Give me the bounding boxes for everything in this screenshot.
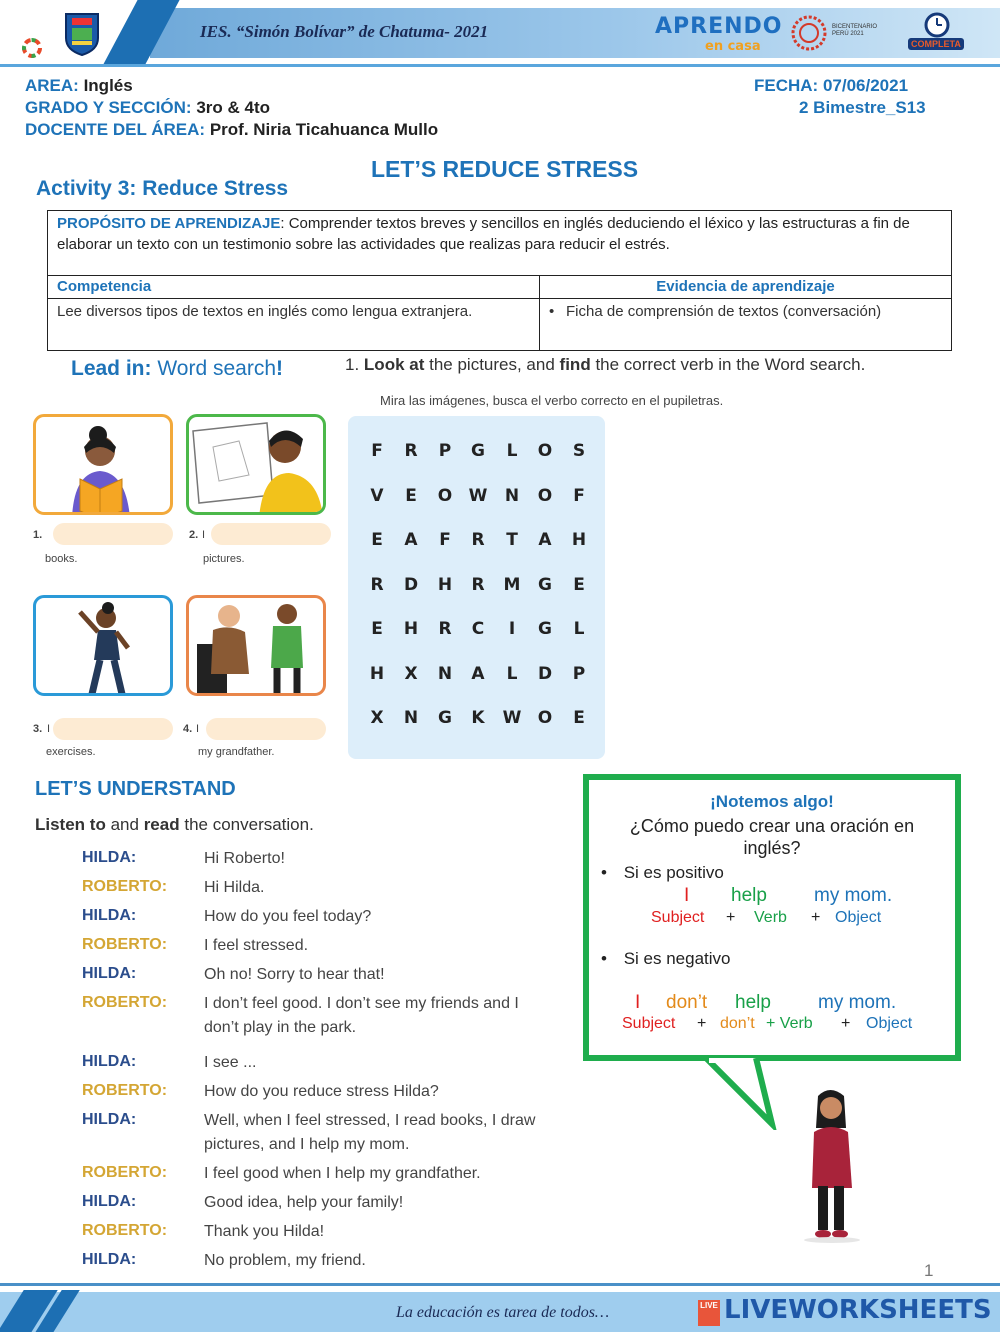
word-search-cell[interactable]: H	[403, 619, 419, 639]
word-search-cell[interactable]: R	[370, 575, 384, 595]
word-search-cell[interactable]: H	[571, 530, 587, 550]
neg-subject-label: Subject	[622, 1015, 676, 1032]
header-rule	[0, 64, 1000, 67]
word-search-cell[interactable]: W	[502, 708, 522, 728]
pos-word-i: I	[684, 885, 690, 906]
header-banner	[0, 0, 1000, 66]
dialogue-line: How do you reduce stress Hilda?	[204, 1083, 439, 1100]
page-title: LET’S REDUCE STRESS	[371, 156, 639, 182]
word-search-cell[interactable]: E	[573, 708, 585, 728]
word-search-cell[interactable]: A	[538, 530, 552, 550]
picture-reading-books	[33, 414, 173, 515]
speaker-name: ROBERTO:	[82, 1222, 168, 1239]
word-search-cell[interactable]: A	[471, 664, 485, 684]
aprendo-logo: APRENDO	[655, 14, 783, 39]
fecha-line: FECHA: 07/06/2021	[754, 76, 909, 95]
speaker-name: HILDA:	[82, 1251, 137, 1268]
negative-bullet: • Si es negativo	[601, 949, 731, 968]
bimestre-label: 2 Bimestre_S13	[799, 98, 926, 117]
bullet-icon: •	[549, 303, 555, 320]
speaker-name: ROBERTO:	[82, 1082, 168, 1099]
answer-blank-1[interactable]	[53, 523, 173, 545]
neg-word-i: I	[635, 992, 641, 1013]
word-search-cell[interactable]: O	[537, 486, 553, 506]
word-search-cell[interactable]: N	[403, 708, 419, 728]
dialogue-line: Well, when I feel stressed, I read books, I draw pictures, and I help my mom.	[204, 1112, 536, 1153]
pos-verb-label: Verb	[754, 909, 787, 926]
competencia-text: Lee diversos tipos de textos en inglés como lengua extranjera.	[48, 299, 540, 351]
evidencia-header: Evidencia de aprendizaje	[540, 276, 952, 299]
neg-object-label: Object	[866, 1015, 913, 1032]
word-search-cell[interactable]: L	[506, 664, 518, 684]
listen-instruction: Listen to and read the conversation.	[35, 815, 314, 834]
speaker-name: HILDA:	[82, 1111, 137, 1128]
speaker-name: ROBERTO:	[82, 878, 168, 895]
footer-motto: La educación es tarea de todos…	[396, 1304, 610, 1321]
word-search-cell[interactable]: E	[371, 530, 383, 550]
docente-line: DOCENTE DEL ÁREA: Prof. Niria Ticahuanca Mullo	[25, 120, 439, 139]
word-search-cell[interactable]: S	[572, 441, 586, 461]
dialogue-line: Oh no! Sorry to hear that!	[204, 966, 385, 983]
word-search-cell[interactable]: G	[538, 575, 552, 595]
speaker-name: HILDA:	[82, 965, 137, 982]
pos-object-label: Object	[835, 909, 882, 926]
evidencia-cell: • Ficha de comprensión de textos (conversación)	[540, 299, 952, 351]
picture-grandfather	[186, 595, 326, 696]
answer-blank-4[interactable]	[206, 718, 326, 740]
understand-title: LET’S UNDERSTAND	[35, 778, 236, 800]
purpose-table	[47, 210, 952, 351]
exercise-caption: pictures.	[203, 553, 245, 565]
answer-blank-2[interactable]	[211, 523, 331, 545]
exercise-number: 2.	[189, 529, 199, 541]
word-search-cell[interactable]: L	[573, 619, 585, 639]
pos-word-object: my mom.	[814, 885, 893, 906]
speaker-name: HILDA:	[82, 1053, 137, 1070]
footer-band	[0, 1292, 1000, 1332]
plus-sign: +	[697, 1015, 707, 1032]
dialogue-line: I feel stressed.	[204, 937, 309, 954]
word-search-cell[interactable]: E	[573, 575, 585, 595]
exercise-prefix: I	[196, 723, 200, 735]
activity-title: Activity 3: Reduce Stress	[36, 177, 289, 200]
speaker-name: HILDA:	[82, 907, 137, 924]
dialogue-line: Hi Roberto!	[204, 850, 285, 867]
bicentenario-text: BICENTENARIO PERÚ 2021	[832, 24, 878, 37]
word-search-cell[interactable]: X	[370, 708, 384, 728]
footer-rule	[0, 1283, 1000, 1286]
word-search-subinstruction: Mira las imágenes, busca el verbo correcto en el pupiletras.	[380, 393, 724, 408]
word-search-cell[interactable]: V	[370, 486, 384, 506]
neg-verb-label: + Verb	[766, 1015, 813, 1032]
speaker-name: ROBERTO:	[82, 994, 168, 1011]
word-search-cell[interactable]: C	[471, 619, 485, 639]
girl-figure-icon	[800, 1088, 864, 1244]
word-search-cell[interactable]: T	[506, 530, 518, 550]
grado-line: GRADO Y SECCIÓN: 3ro & 4to	[25, 98, 270, 117]
word-search-cell[interactable]: O	[437, 486, 453, 506]
word-search-cell[interactable]: R	[438, 619, 452, 639]
word-search-cell[interactable]: M	[503, 575, 521, 595]
liveworksheets-brand: LIVEWORKSHEETS	[724, 1295, 992, 1325]
area-line: AREA: Inglés	[25, 76, 133, 95]
neg-word-object: my mom.	[818, 992, 897, 1013]
competencia-header: Competencia	[48, 276, 540, 299]
word-search-cell[interactable]: E	[405, 486, 417, 506]
word-search-cell[interactable]: P	[438, 441, 452, 461]
pos-subject-label: Subject	[651, 909, 705, 926]
notice-box	[583, 774, 961, 1061]
page-number: 1	[924, 1261, 934, 1280]
notice-title: ¡Notemos algo!	[710, 792, 834, 811]
word-search-cell[interactable]: X	[404, 664, 418, 684]
word-search-cell[interactable]: K	[471, 708, 485, 728]
liveworksheets-badge: LIVE	[698, 1300, 720, 1326]
exercise-prefix: I	[47, 723, 51, 735]
neg-dont-label: don’t	[720, 1015, 755, 1032]
speaker-name: HILDA:	[82, 1193, 137, 1210]
picture-exercise	[33, 595, 173, 696]
dialogue-line: Good idea, help your family!	[204, 1194, 404, 1211]
word-search-cell[interactable]: R	[471, 575, 485, 595]
word-search-instruction: 1. Look at the pictures, and find the correct verb in the Word search.	[345, 355, 866, 374]
exercise-caption: books.	[45, 553, 78, 565]
picture-drawing	[186, 414, 326, 515]
lead-in-heading: Lead in: Word search!	[71, 357, 284, 380]
en-casa-logo: en casa	[705, 39, 761, 54]
word-search-cell[interactable]: F	[573, 486, 585, 506]
school-shield-icon	[64, 12, 100, 56]
jornada-completa-badge: COMPLETA	[908, 38, 964, 50]
word-search-cell[interactable]: D	[403, 575, 419, 595]
word-search-cell[interactable]: F	[439, 530, 451, 550]
positive-bullet: • Si es positivo	[601, 863, 724, 882]
bicentenario-seal-icon	[790, 14, 828, 52]
answer-blank-3[interactable]	[53, 718, 173, 740]
dialogue-line: Hi Hilda.	[204, 879, 265, 896]
word-search-cell[interactable]: P	[572, 664, 586, 684]
boy-helping-grandfather-icon	[189, 598, 326, 696]
word-search-cell[interactable]: D	[537, 664, 553, 684]
exercise-caption: exercises.	[46, 746, 96, 758]
exercise-number: 4.	[183, 723, 193, 735]
word-search-cell[interactable]: R	[471, 530, 485, 550]
plus-sign: +	[841, 1015, 851, 1032]
word-search-cell[interactable]: F	[371, 441, 383, 461]
school-name: IES. “Simón Bolívar” de Chatuma- 2021	[200, 22, 489, 41]
spinner-logo-icon	[20, 36, 44, 60]
dialogue-line: Thank you Hilda!	[204, 1223, 325, 1240]
plus-sign: +	[811, 909, 821, 926]
exercise-prefix: I	[202, 529, 206, 541]
pos-word-help: help	[731, 885, 767, 906]
purpose-cell: PROPÓSITO DE APRENDIZAJE: Comprender textos breves y sencillos en inglés deduciendo el léxico y las estructuras a fin de elaborar un texto con un testimonio sobre las actividades que realizas para reducir el estrés.	[48, 211, 952, 276]
word-search-cell[interactable]: I	[508, 619, 516, 639]
word-search-cell[interactable]: O	[537, 441, 553, 461]
exercise-caption: my grandfather.	[198, 746, 275, 758]
word-search-cell[interactable]: A	[404, 530, 418, 550]
word-search-cell[interactable]: N	[437, 664, 453, 684]
bullet-icon: •	[601, 863, 607, 882]
girl-exercising-icon	[36, 598, 173, 696]
exercise-number: 1.	[33, 529, 43, 541]
notice-question: ¿Cómo puedo crear una oración en inglés?	[629, 816, 915, 858]
speaker-name: ROBERTO:	[82, 936, 168, 953]
plus-sign: +	[726, 909, 736, 926]
word-search-cell[interactable]: L	[506, 441, 518, 461]
word-search-cell[interactable]: N	[504, 486, 520, 506]
word-search-cell[interactable]: O	[537, 708, 553, 728]
speaker-name: HILDA:	[82, 849, 137, 866]
word-search-cell[interactable]: H	[369, 664, 385, 684]
neg-word-help: help	[735, 992, 771, 1013]
dialogue-line: I see ...	[204, 1054, 257, 1071]
speaker-name: ROBERTO:	[82, 1164, 168, 1181]
dialogue-line: How do you feel today?	[204, 908, 372, 925]
speech-bubble-tail	[700, 1058, 790, 1130]
exercise-number: 3.	[33, 723, 43, 735]
word-search-cell[interactable]: H	[437, 575, 453, 595]
boy-drawing-icon	[189, 417, 326, 515]
neg-word-dont: don’t	[666, 992, 708, 1013]
dialogue-line: No problem, my friend.	[204, 1252, 366, 1269]
word-search-cell[interactable]: R	[404, 441, 418, 461]
clock-icon	[924, 12, 950, 38]
word-search-cell[interactable]: W	[468, 486, 488, 506]
bullet-icon: •	[601, 949, 607, 968]
dialogue-line: I feel good when I help my grandfather.	[204, 1165, 481, 1182]
word-search-cell[interactable]: E	[371, 619, 383, 639]
word-search-cell[interactable]: G	[471, 441, 485, 461]
girl-reading-icon	[36, 417, 173, 515]
word-search-cell[interactable]: G	[538, 619, 552, 639]
dialogue-line: I don’t feel good. I don’t see my friends and I don’t play in the park.	[204, 995, 519, 1036]
word-search-grid	[348, 416, 605, 759]
word-search-cell[interactable]: G	[438, 708, 452, 728]
